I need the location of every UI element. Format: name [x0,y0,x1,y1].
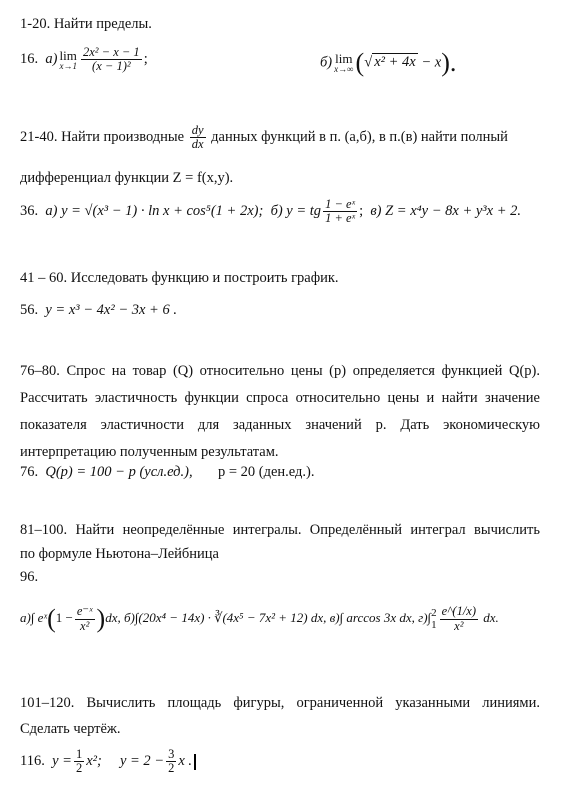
section-2-header-cont: дифференциал функции Z = f(x,y). [20,170,234,186]
limit-operator: lim x→∞ [334,51,354,74]
section-2-header: 21-40. Найти производные $\frac{dy}{dx}$ данных функций в п. (а,б), в п.(в) найти полный [20,123,508,152]
part-a: а) y = √(x³ − 1) · ln x + cos⁵(1 + 2x); [45,202,264,219]
problem-96-integrals: а)∫ eˣ(1 − $\frac{\text{e⁻ˣ}}{\text{x²}}$ )dx, б)∫(20x⁴ − 14x) · ∛(4x⁵ − 7x² + 12) dx, в)∫ arccos 3x dx, г)∫ 2 1 $\frac{e\^{}(1/x)}{\text{x²}}$ dx. [20,604,499,633]
section-6-text: 101–120. Вычислить площадь фигуры, ограниченной указанными линиями. Сделать чертёж. [20,695,540,737]
section-1-header: 1-20. Найти пределы. [20,16,152,32]
limit-a-fraction: $\frac{\text{2x² − x − 1}}{\text{(x − 1)²}}$ [82,45,140,74]
problem-56: 56. y = x³ − 4x² − 3x + 6 . [20,302,177,318]
limit-operator: lim x→1 [59,47,77,71]
part-b-label: б) [320,54,333,71]
part-a-label: а) [45,50,58,67]
problem-76: 76. Q(p) = 100 − p (усл.ед.), p = 20 (ден.ед.). [20,464,315,480]
problem-116: 116. y = $\frac{1}{2}$ x²; y = 2 − $\frac{3}{2}$ x . [20,748,196,775]
problem-number: 16. [20,50,39,67]
part-c: в) Z = x⁴y − 8x + y³x + 2. [370,202,522,219]
problem-16: 16. а) lim x→1 $\frac{\text{2x² − x − 1}}{\text{(x − 1)²}}$ ; [20,45,148,74]
problem-36: 36. а) y = √(x³ − 1) · ln x + cos⁵(1 + 2x); б) y = tg $\frac{\text{1 − eˣ}}{\text{1 + eˣ}}$ ; в) Z = x⁴y − 8x + y³x + 2. [20,197,522,226]
section-3-header: 41 – 60. Исследовать функцию и построить график. [20,270,339,286]
text-cursor [194,754,196,770]
section-5-text: 81–100. Найти неопределённые интегралы. Определённый интеграл вычислить по формуле Ньютона–Лейбница 96. [20,522,540,585]
dy-dx-fraction: $\frac{dy}{dx}$ [191,123,204,152]
tg-fraction: $\frac{\text{1 − eˣ}}{\text{1 + eˣ}}$ [325,197,356,226]
section-4-text: 76–80. Спрос на товар (Q) относительно цены (p) определяется функцией Q(p). Рассчитать эластичность функции спроса относительно цены и найти значение показателя эластичности для заданных значений p. Дать экономическую интерпретацию полученным результатам. [20,363,540,460]
integral-limits: 2 1 [431,606,437,631]
problem-16-b: б) lim x→∞ (√ x² + 4x − x). [320,48,457,77]
